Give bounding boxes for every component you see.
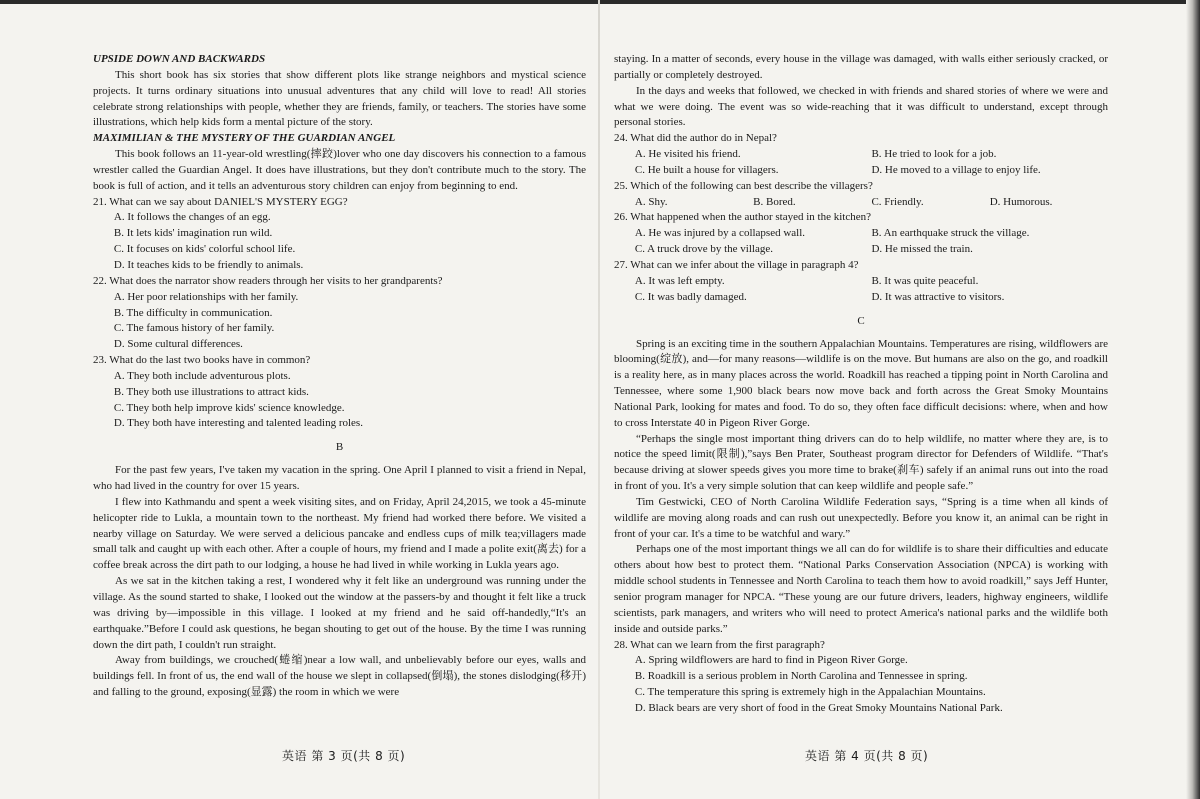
options-grid: [614, 226, 1108, 258]
option-c: C. A truck drove by the village.: [634, 243, 773, 256]
question-24: [614, 131, 1108, 179]
option-c: C. Friendly.: [871, 195, 924, 208]
question-stem: 22. What does the narrator show readers through her visits to her grandparents?: [93, 274, 443, 287]
question-stem: 28. What can we learn from the first paragraph?: [614, 638, 825, 651]
passage-b-paragraph: In the days and weeks that followed, we checked in with friends and shared stories of where we were and what we were doing. The event was so wide-reaching that it was difficult to understand, except through personal stories.: [614, 84, 1108, 129]
question-25: [614, 179, 1108, 211]
question-stem: 25. Which of the following can best describe the villagers?: [614, 179, 873, 192]
option-b: B. It lets kids' imagination run wild.: [113, 227, 273, 240]
option-c: C. The temperature this spring is extremely high in the Appalachian Mountains.: [634, 686, 986, 699]
question-23: [93, 353, 586, 432]
option-d: D. Black bears are very short of food in the Great Smoky Mountains National Park.: [634, 701, 1003, 714]
right-column: [614, 52, 1108, 741]
book1-description: This short book has six stories that show different plots like strange neighbors and mystical science projects. It turns ordinary situations into unusual adventures that any child will love to read! All stories celebrate strong relationships with people, whether they are friends, family, or teachers. The stories have some illustrations, which help kids form a mental picture of the story.: [93, 68, 586, 129]
option-b: B. He tried to look for a job.: [871, 148, 997, 161]
passage-c-paragraph: Spring is an exciting time in the southern Appalachian Mountains. Temperatures are rising, wildflowers are blooming(绽放), and—for many reasons—wildlife is on the move. But humans are also on the go, and roadkill is a reality here, as in many places across the world. Roadkill has reached a tipping point in North Carolina and Tennessee, where some 1,900 black bears now move back and forth across the Great Smoky Mountains National Park, looking for mates and food. To do so, they often face difficult decisions: where, when and how to cross Interstate 40 in Pigeon River Gorge.: [614, 337, 1108, 429]
question-21: [93, 195, 586, 274]
option-d: D. He moved to a village to enjoy life.: [871, 163, 1041, 176]
option-a: A. It follows the changes of an egg.: [113, 211, 271, 224]
option-b: B. The difficulty in communication.: [113, 306, 273, 319]
option-d: D. Some cultural differences.: [113, 338, 243, 351]
passage-c-paragraph: Tim Gestwicki, CEO of North Carolina Wildlife Federation says, “Spring is a time when all kinds of wildlife are moving along roads and can rush out unexpectedly. Before you know it, an animal can be right in front of your car. It's a time to be watchful and wary.”: [614, 495, 1108, 540]
option-c: C. He built a house for villagers.: [634, 163, 779, 176]
section-b-heading: B: [335, 441, 344, 454]
option-b: B. It was quite peaceful.: [871, 274, 979, 287]
question-stem: 27. What can we infer about the village in paragraph 4?: [614, 258, 859, 271]
book1-title: UPSIDE DOWN AND BACKWARDS: [93, 53, 266, 65]
passage-b-paragraph: Away from buildings, we crouched(蜷缩)near a low wall, and unbelievably before our eyes, walls and buildings fell. In front of us, the end wall of the house we slept in collapsed(倒塌), the stones dislodging(移开) and falling to the ground, exposing(显露) the room in which we were: [93, 654, 586, 699]
book2-title: MAXIMILIAN & THE MYSTERY OF THE GUARDIAN ANGEL: [93, 132, 396, 145]
question-28: [614, 638, 1108, 717]
option-b: B. Bored.: [753, 195, 796, 208]
option-a: A. They both include adventurous plots.: [113, 369, 291, 382]
page-footer-right: 英语 第 4 页(共 8 页): [805, 749, 929, 763]
question-stem: 21. What can we say about DANIEL'S MYSTERY EGG?: [93, 195, 348, 208]
option-b: B. An earthquake struck the village.: [871, 227, 1030, 240]
question-stem: 26. What happened when the author stayed in the kitchen?: [614, 211, 871, 224]
option-a: A. Spring wildflowers are hard to find in Pigeon River Gorge.: [634, 654, 908, 667]
page-fold: [598, 0, 600, 799]
option-b: B. They both use illustrations to attract kids.: [113, 385, 309, 398]
option-a: A. It was left empty.: [634, 274, 725, 287]
question-22: [93, 274, 586, 353]
question-26: [614, 210, 1108, 258]
question-27: [614, 258, 1108, 306]
section-c-heading: C: [857, 314, 865, 327]
passage-b-paragraph: I flew into Kathmandu and spent a week visiting sites, and on Friday, April 24,2015, we took a 45-minute helicopter ride to Lukla, a mountain town to the northeast. My friend had worked there before. We visited a nearby village on Saturday. We were served a delicious pancake and endless cups of milk tea;villagers made small talk and caught up with each other. After a couple of hours, my friend and I made a polite exit(离去) for a coffee break across the dirt path to our lodging, a house he had lived in while working in Lukla years ago.: [93, 495, 586, 572]
option-a: A. Her poor relationships with her family.: [113, 290, 299, 303]
option-c: C. It focuses on kids' colorful school life.: [113, 243, 296, 256]
passage-c-paragraph: Perhaps one of the most important things we all can do for wildlife is to share their difficulties and educate others about how best to protect them. “National Parks Conservation Association (NPCA) is working with middle school students in Tennessee and North Carolina to teach them how to avoid roadkill,” says Jeff Hunter, senior program manager for NPCA. “These young are our future drivers, leaders, highway engineers, wildlife scientists, park managers, and writers who will need to protect America's national parks and the wildlife both inside and outside parks.”: [614, 543, 1108, 635]
option-d: D. It was attractive to visitors.: [871, 290, 1005, 303]
passage-c-paragraph: “Perhaps the single most important thing drivers can do to help wildlife, no matter where they are, is to notice the speed limit(限制),”says Ben Prater, Southeast program director for Defenders of Wildlife. “That's because driving at slower speeds gives you more time to brake(刹车) safely if an animal runs out into the road in front of you. It's a very simple solution that can keep wildlife and people safe.”: [614, 432, 1108, 493]
left-column: [93, 52, 586, 741]
page-footer-left: 英语 第 3 页(共 8 页): [282, 749, 406, 763]
option-d: D. Humorous.: [989, 195, 1053, 208]
option-d: D. They both have interesting and talented leading roles.: [113, 417, 363, 430]
option-c: C. The famous history of her family.: [113, 322, 275, 335]
book2-description: This book follows an 11-year-old wrestling(摔跤)lover who one day discovers his connection to a famous wrestler called the Guardian Angel. It does have illustrations, but they don't contribute much to the story. The book is full of action, and it tells an adventurous story children can enjoy from beginning to end.: [93, 148, 586, 192]
passage-b-paragraph: As we sat in the kitchen taking a rest, I wondered why it felt like an underground was running under the village. As the sound started to shake, I looked out the window at the passers-by and thought it felt like a truck was driving by—impossible in this village. I looked at my friend and he said off-handedly,“It's an earthquake.”Before I could ask questions, he began shouting to get out of the house. By the time I was running down the dirt path, I couldn't run straight.: [93, 575, 586, 651]
passage-b-continuation: staying. In a matter of seconds, every house in the village was damaged, with walls either seriously cracked, or partially or completely destroyed.: [614, 53, 1108, 81]
question-stem: 23. What do the last two books have in common?: [93, 354, 311, 367]
option-a: A. Shy.: [634, 195, 668, 208]
option-c: C. It was badly damaged.: [634, 290, 747, 303]
option-c: C. They both help improve kids' science knowledge.: [113, 401, 345, 414]
scan-edge-right: [1186, 0, 1200, 799]
options-grid: [614, 147, 1108, 179]
options-grid: [614, 274, 1108, 306]
option-b: B. Roadkill is a serious problem in North Carolina and Tennessee in spring.: [634, 670, 968, 683]
options-grid: [614, 195, 1108, 211]
passage-b-paragraph: For the past few years, I've taken my vacation in the spring. One April I planned to visit a friend in Nepal, who had lived in the country for over 15 years.: [93, 464, 586, 493]
question-stem: 24. What did the author do in Nepal?: [614, 132, 777, 145]
scan-edge-top: [0, 0, 1200, 4]
option-d: D. It teaches kids to be friendly to animals.: [113, 258, 304, 271]
option-a: A. He visited his friend.: [634, 148, 741, 161]
option-d: D. He missed the train.: [871, 243, 973, 256]
option-a: A. He was injured by a collapsed wall.: [634, 227, 806, 240]
